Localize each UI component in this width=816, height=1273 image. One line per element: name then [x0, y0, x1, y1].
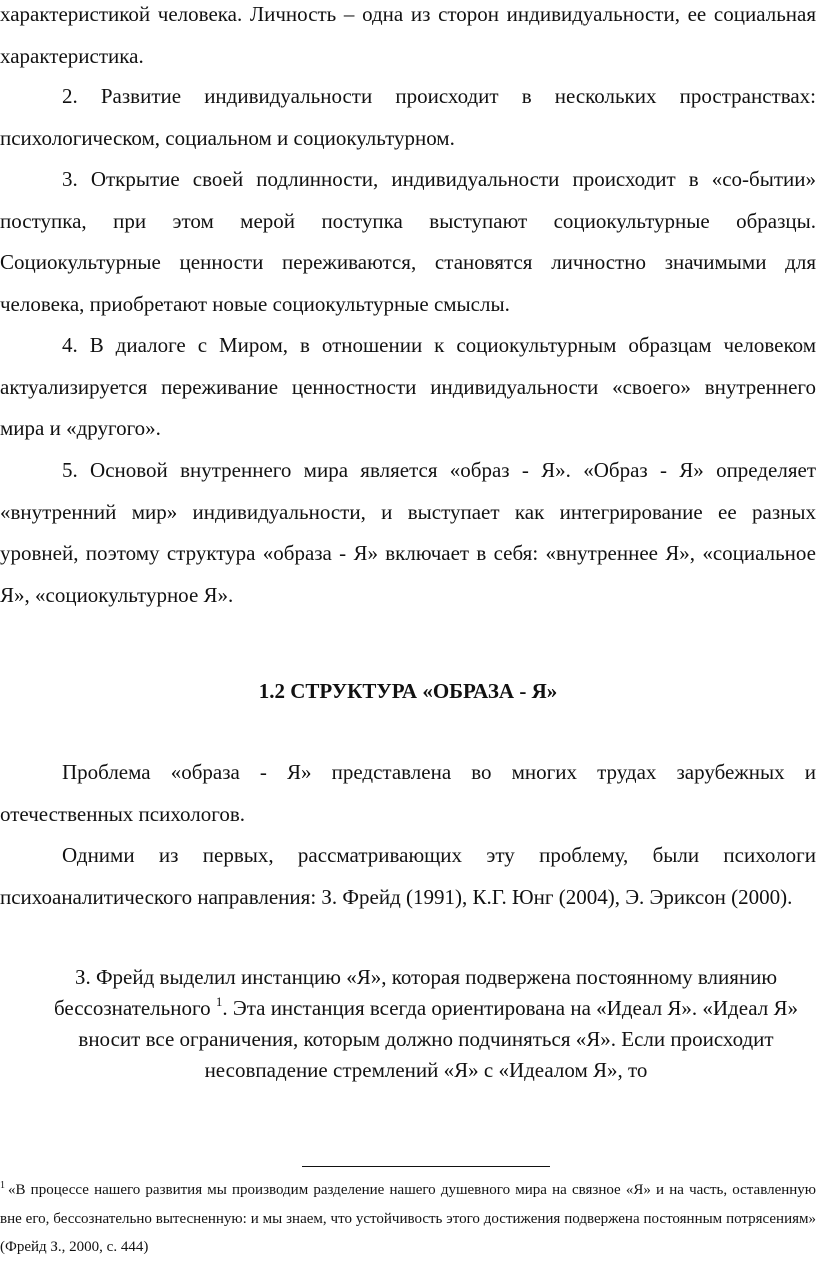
- footnote-separator: [302, 1166, 550, 1167]
- freud-text-end: . Эта инстанция всегда ориентирована на «Идеал Я». «Идеал Я» вносит все ограничения, которым должно подчиняться «Я». Если происходит несовпадение стремлений «Я» с «Идеалом Я», то: [78, 996, 799, 1082]
- section-heading: 1.2 СТРУКТУРА «ОБРАЗА - Я»: [258, 679, 558, 703]
- paragraph-point-3: 3. Открытие своей подлинности, индивидуальности происходит в «со-бытии» поступка, при этом мерой поступка выступают социокультурные образцы. Социокультурные ценности переживаются, становятся личностно значимыми для человека, приобретают новые социокультурные смыслы.: [0, 167, 816, 316]
- paragraph-point-2: 2. Развитие индивидуальности происходит в нескольких пространствах: психологическом, социальном и социокультурном.: [0, 84, 816, 150]
- paragraph-freud: [36, 962, 816, 1086]
- paragraph-continuation: характеристикой человека. Личность – одна из сторон индивидуальности, ее социальная характеристика.: [0, 2, 816, 68]
- footnote-reference[interactable]: 1: [215, 994, 223, 1009]
- footnote: [0, 1176, 816, 1262]
- paragraph-point-4: 4. В диалоге с Миром, в отношении к социокультурным образцам человеком актуализируется переживание ценностности индивидуальности «своего» внутреннего мира и «другого».: [0, 333, 816, 440]
- paragraph-problem: Проблема «образа - Я» представлена во многих трудах зарубежных и отечественных психологов.: [0, 760, 816, 826]
- footnote-text: «В процессе нашего развития мы производим разделение нашего душевного мира на связное «Я» и на часть, оставленную вне его, бессознательно вытесненную: и мы знаем, что устойчивость этого достижения подвержена постоянным потрясениям» (Фрейд З., 2000, с. 444): [0, 1182, 816, 1255]
- paragraph-psychoanalysis: Одними из первых, рассматривающих эту проблему, были психологи психоаналитического направления: З. Фрейд (1991), К.Г. Юнг (2004), Э. Эриксон (2000).: [0, 843, 816, 909]
- paragraph-point-5: 5. Основой внутреннего мира является «образ - Я». «Образ - Я» определяет «внутренний мир» индивидуальности, и выступает как интегрирование ее разных уровней, поэтому структура «образа - Я» включает в себя: «внутреннее Я», «социальное Я», «социокультурное Я».: [0, 458, 816, 607]
- freud-text-start: З. Фрейд выделил инстанцию «Я», которая подвержена постоянному влиянию бессознательного: [53, 965, 778, 1020]
- footnote-mark: 1: [0, 1180, 5, 1191]
